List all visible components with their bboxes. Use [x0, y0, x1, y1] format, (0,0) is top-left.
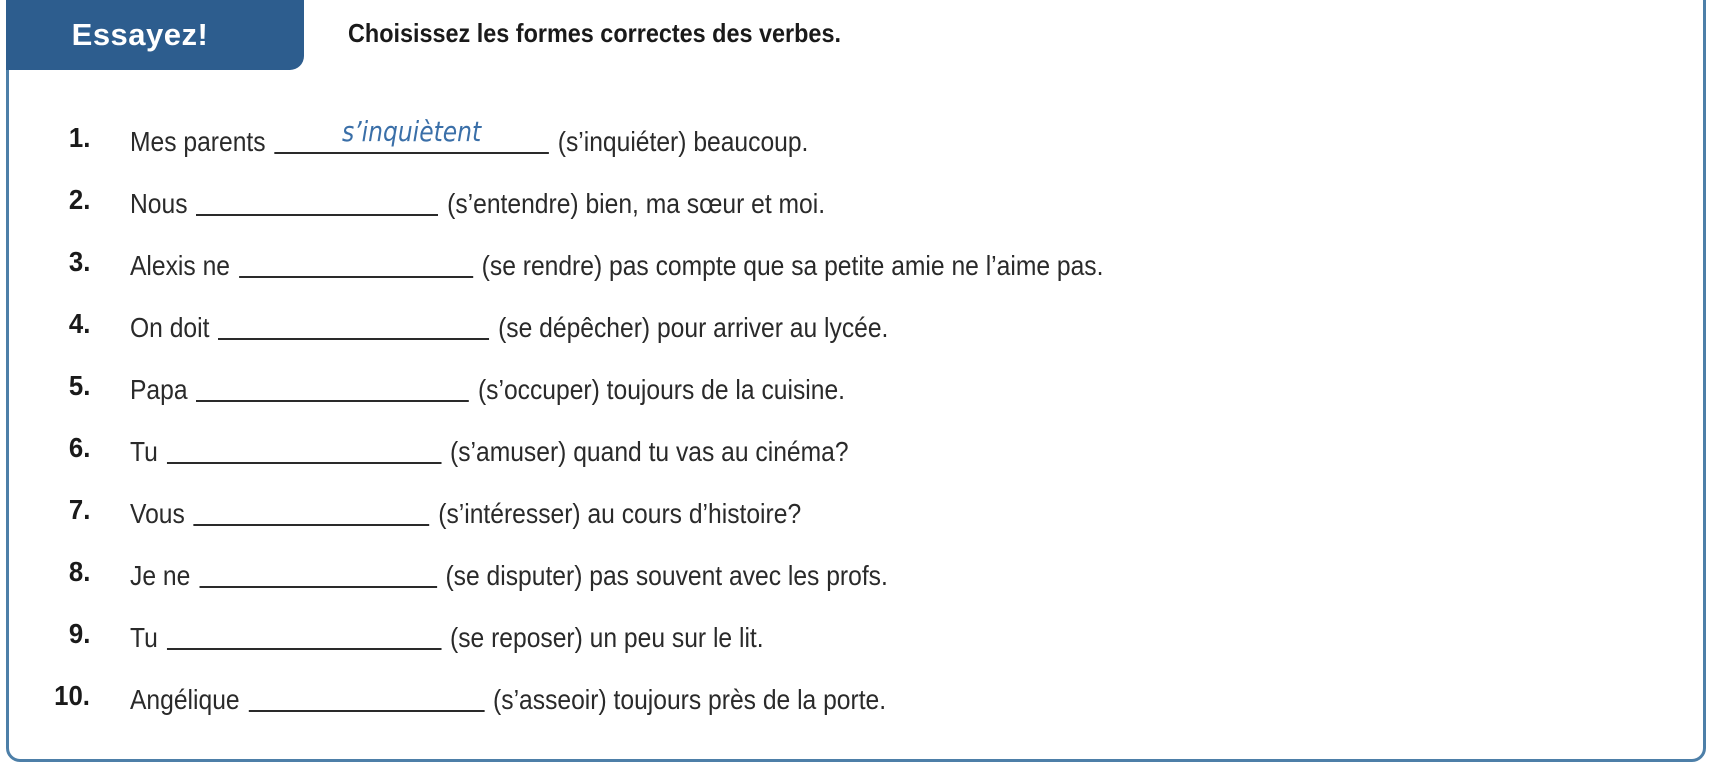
answer-text: s’inquiètent: [342, 115, 482, 148]
item-prefix: Angélique: [130, 684, 240, 715]
item-suffix: (s’occuper) toujours de la cuisine.: [477, 374, 845, 405]
answer-blank-8[interactable]: [199, 556, 437, 588]
exercise-item-2: [0, 180, 1700, 220]
answer-blank-6[interactable]: [167, 432, 442, 464]
item-number: 5.: [68, 370, 90, 401]
answer-blank-10[interactable]: [248, 680, 484, 712]
item-suffix: (se rendre) pas compte que sa petite amie ne l’aime pas.: [481, 250, 1104, 281]
item-number: 3.: [68, 246, 90, 277]
item-number: 7.: [68, 494, 90, 525]
item-suffix: (se dépêcher) pour arriver au lycée.: [498, 312, 889, 343]
item-suffix: (se reposer) un peu sur le lit.: [450, 622, 764, 653]
answer-blank-4[interactable]: [218, 308, 489, 340]
item-suffix: (s’inquiéter) beaucoup.: [557, 126, 809, 157]
item-number: 9.: [68, 618, 90, 649]
exercise-item-8: [0, 552, 1700, 592]
item-number: 4.: [68, 308, 90, 339]
item-prefix: Papa: [130, 374, 188, 405]
exercise-item-1: [0, 115, 1700, 158]
item-number: 6.: [68, 432, 90, 463]
exercise-item-6: [0, 428, 1700, 468]
item-suffix: (s’amuser) quand tu vas au cinéma?: [450, 436, 849, 467]
item-prefix: Vous: [130, 498, 185, 529]
answer-blank-2[interactable]: [196, 184, 438, 216]
tag-label: Essayez!: [71, 17, 209, 52]
item-prefix: Je ne: [130, 560, 191, 591]
item-number: 2.: [68, 184, 90, 215]
item-number: 10.: [54, 680, 90, 711]
item-number: 1.: [68, 122, 90, 153]
exercise-item-5: [0, 366, 1700, 406]
item-prefix: On doit: [130, 312, 210, 343]
exercise-item-7: [0, 490, 1700, 530]
item-suffix: (s’entendre) bien, ma sœur et moi.: [447, 188, 826, 219]
item-prefix: Tu: [130, 622, 158, 653]
item-prefix: Tu: [130, 436, 158, 467]
exercise-item-3: [0, 242, 1700, 282]
item-prefix: Nous: [130, 188, 188, 219]
answer-blank-3[interactable]: [239, 246, 473, 278]
exercise-item-4: [0, 304, 1700, 344]
instruction-text: Choisissez les formes correctes des verbes.: [348, 18, 841, 48]
item-suffix: (s’intéresser) au cours d’histoire?: [438, 498, 802, 529]
exercise-item-10: [0, 676, 1700, 716]
item-prefix: Alexis ne: [130, 250, 230, 281]
answer-blank-5[interactable]: [196, 370, 469, 402]
item-prefix: Mes parents: [130, 126, 266, 157]
item-suffix: (se disputer) pas souvent avec les profs.: [445, 560, 888, 591]
item-number: 8.: [68, 556, 90, 587]
exercise-item-9: [0, 614, 1700, 654]
answer-blank-1[interactable]: [274, 115, 549, 154]
item-suffix: (s’asseoir) toujours près de la porte.: [493, 684, 887, 715]
answer-blank-7[interactable]: [194, 494, 430, 526]
answer-blank-9[interactable]: [167, 618, 442, 650]
